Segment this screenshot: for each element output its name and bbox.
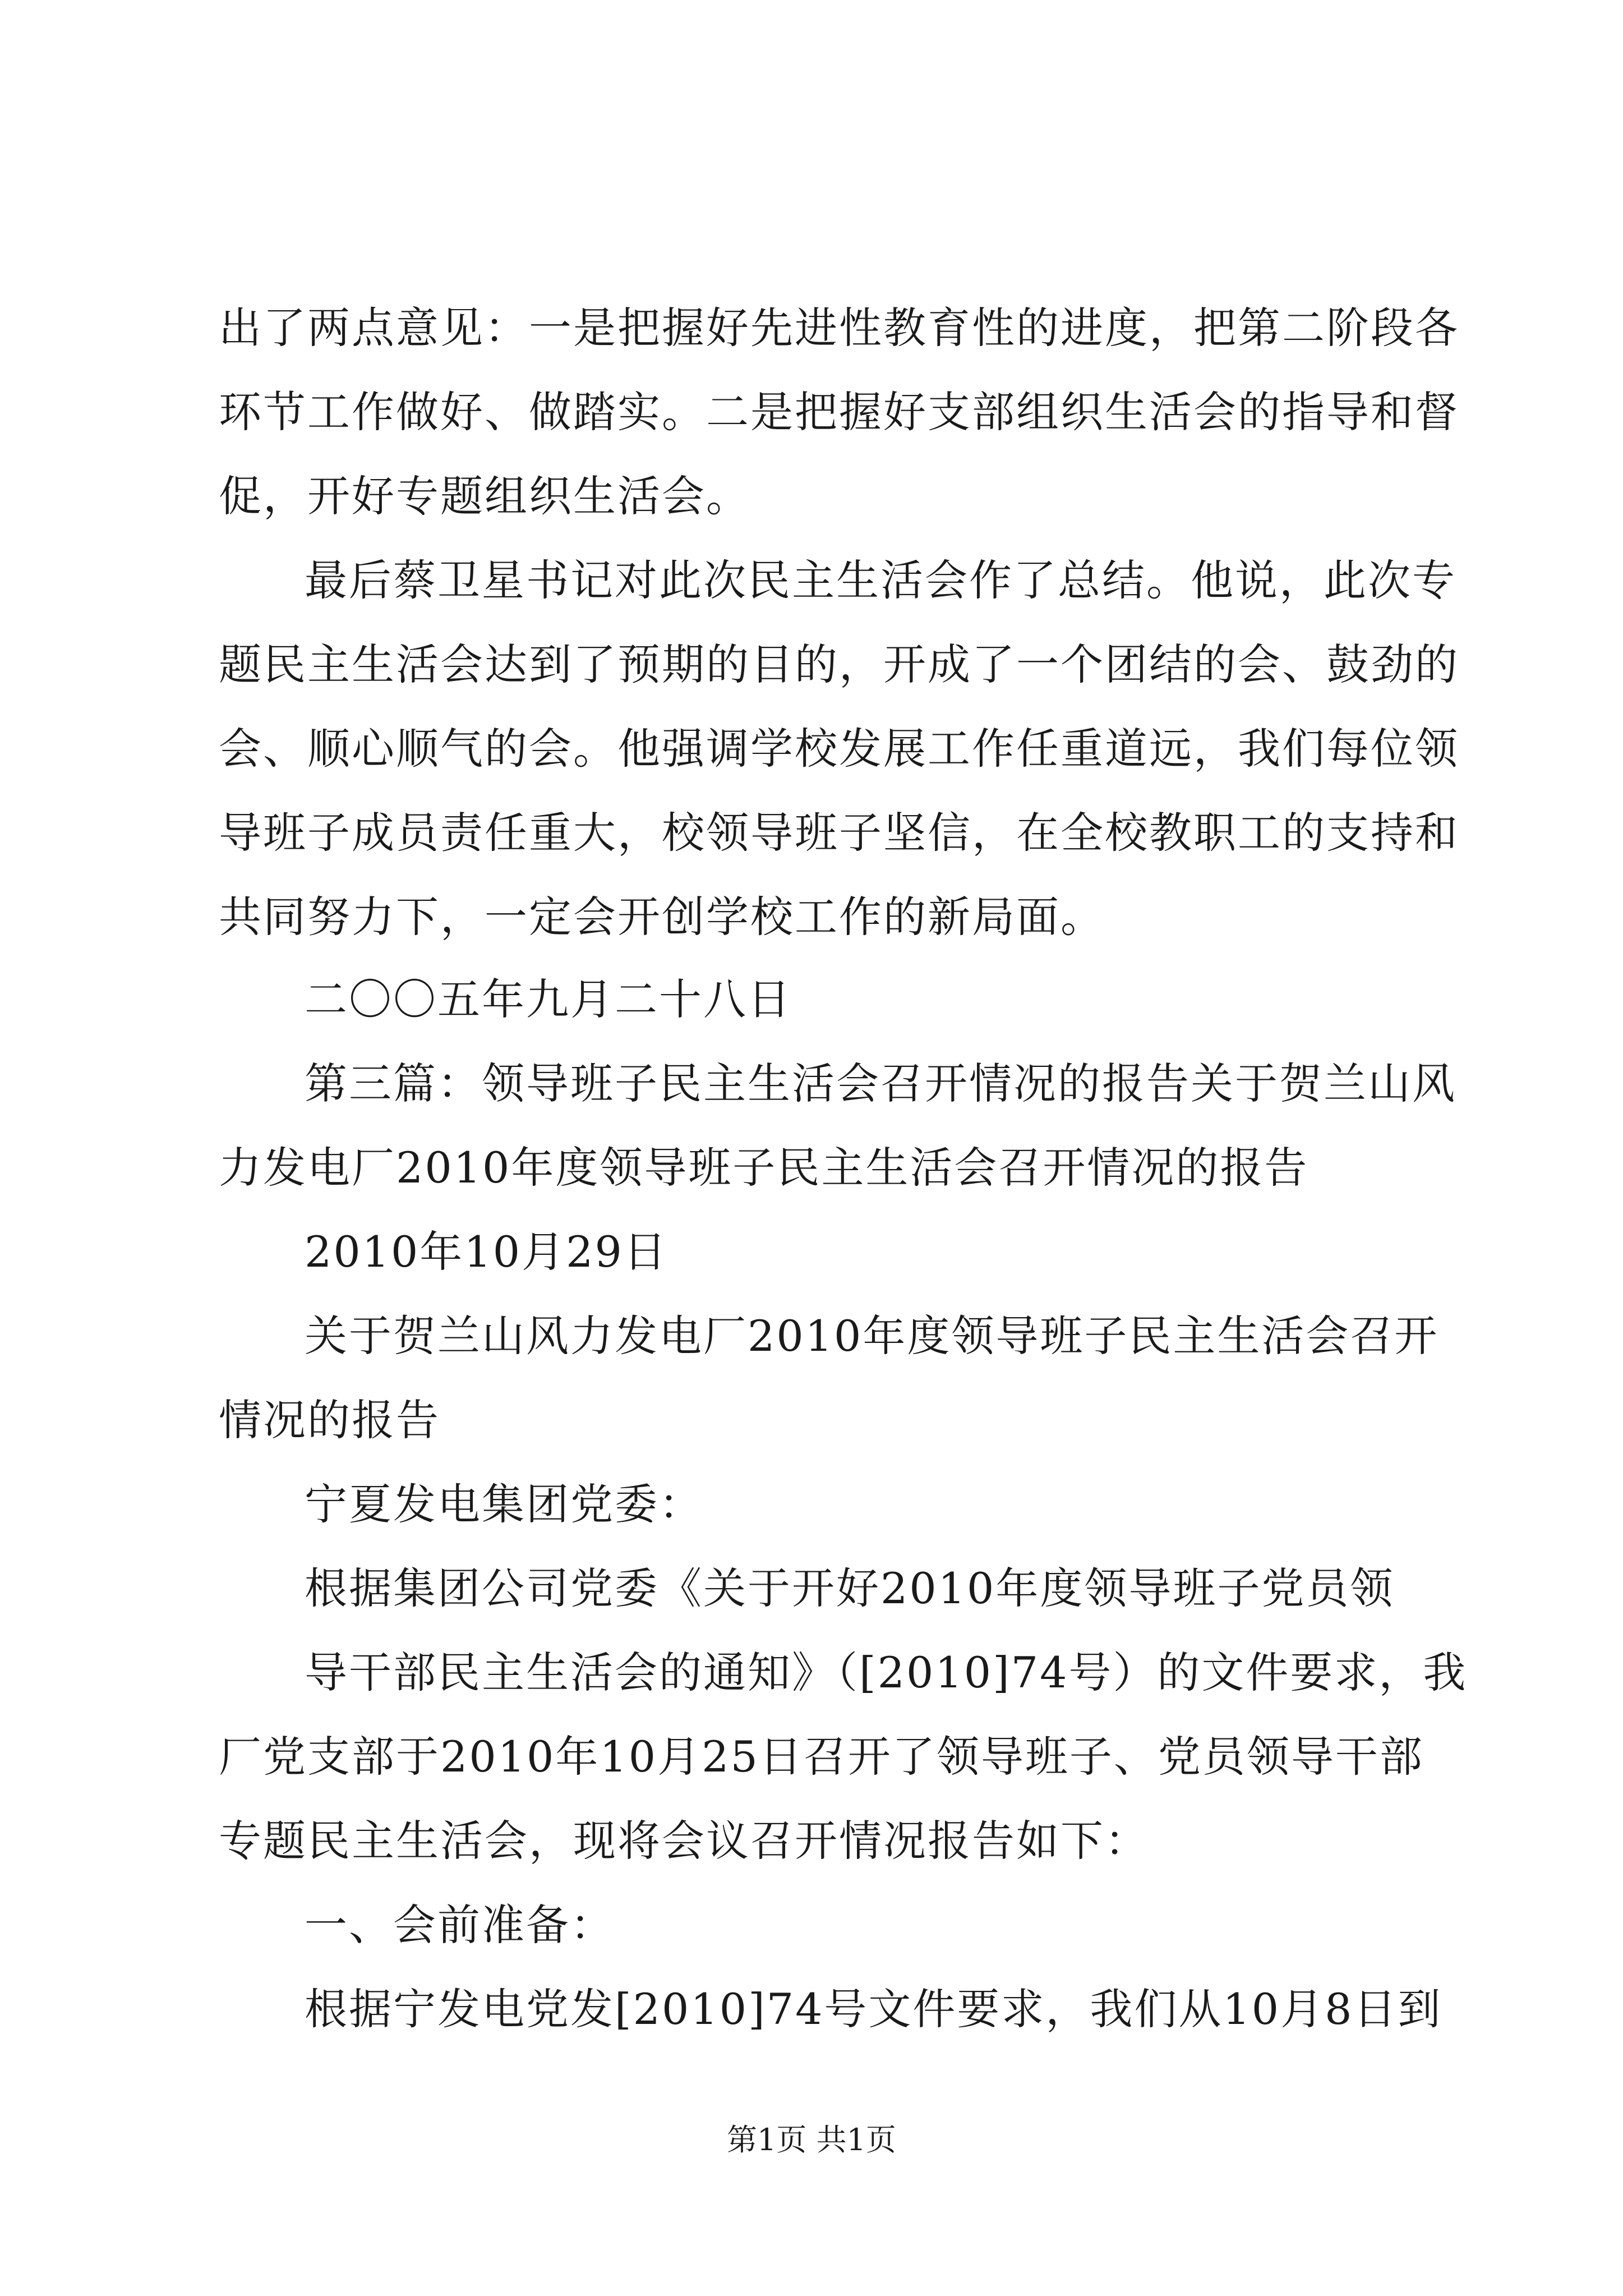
paragraph-line: 厂党支部于2010年10月25日召开了领导班子、党员领导干部 xyxy=(219,1732,1424,1782)
date-line: 2010年10月29日 xyxy=(305,1227,668,1277)
paragraph-line: 最后蔡卫星书记对此次民主生活会作了总结。他说，此次专 xyxy=(305,555,1456,605)
paragraph-line: 共同努力下，一定会开创学校工作的新局面。 xyxy=(219,892,1105,942)
report-title-line: 关于贺兰山风力发电厂2010年度领导班子民主生活会召开 xyxy=(305,1311,1439,1361)
paragraph-line: 题民主生活会达到了预期的目的，开成了一个团结的会、鼓劲的 xyxy=(219,639,1459,689)
paragraph-line: 导干部民主生活会的通知》（[2010]74号）的文件要求，我 xyxy=(305,1648,1468,1697)
paragraph-line: 根据宁发电党发[2010]74号文件要求，我们从10月8日到 xyxy=(305,1984,1442,2034)
paragraph-line: 专题民主生活会，现将会议召开情况报告如下： xyxy=(219,1816,1149,1866)
report-title-line: 情况的报告 xyxy=(219,1395,440,1445)
page-number-footer: 第1页 共1页 xyxy=(727,2122,896,2157)
section-heading-line: 第三篇：领导班子民主生活会召开情况的报告关于贺兰山风 xyxy=(305,1059,1456,1108)
paragraph-line: 环节工作做好、做踏实。二是把握好支部组织生活会的指导和督 xyxy=(219,387,1459,437)
subheading-line: 一、会前准备： xyxy=(305,1900,615,1950)
paragraph-line: 出了两点意见：一是把握好先进性教育性的进度，把第二阶段各 xyxy=(219,303,1459,353)
section-heading-line: 力发电厂2010年度领导班子民主生活会召开情况的报告 xyxy=(219,1143,1309,1193)
paragraph-line: 会、顺心顺气的会。他强调学校发展工作任重道远，我们每位领 xyxy=(219,724,1459,774)
date-line: 二〇〇五年九月二十八日 xyxy=(305,974,792,1024)
paragraph-line: 根据集团公司党委《关于开好2010年度领导班子党员领 xyxy=(305,1563,1395,1613)
paragraph-line: 导班子成员责任重大，校领导班子坚信，在全校教职工的支持和 xyxy=(219,808,1459,858)
addressee-line: 宁夏发电集团党委： xyxy=(305,1479,703,1529)
paragraph-line: 促，开好专题组织生活会。 xyxy=(219,471,750,521)
